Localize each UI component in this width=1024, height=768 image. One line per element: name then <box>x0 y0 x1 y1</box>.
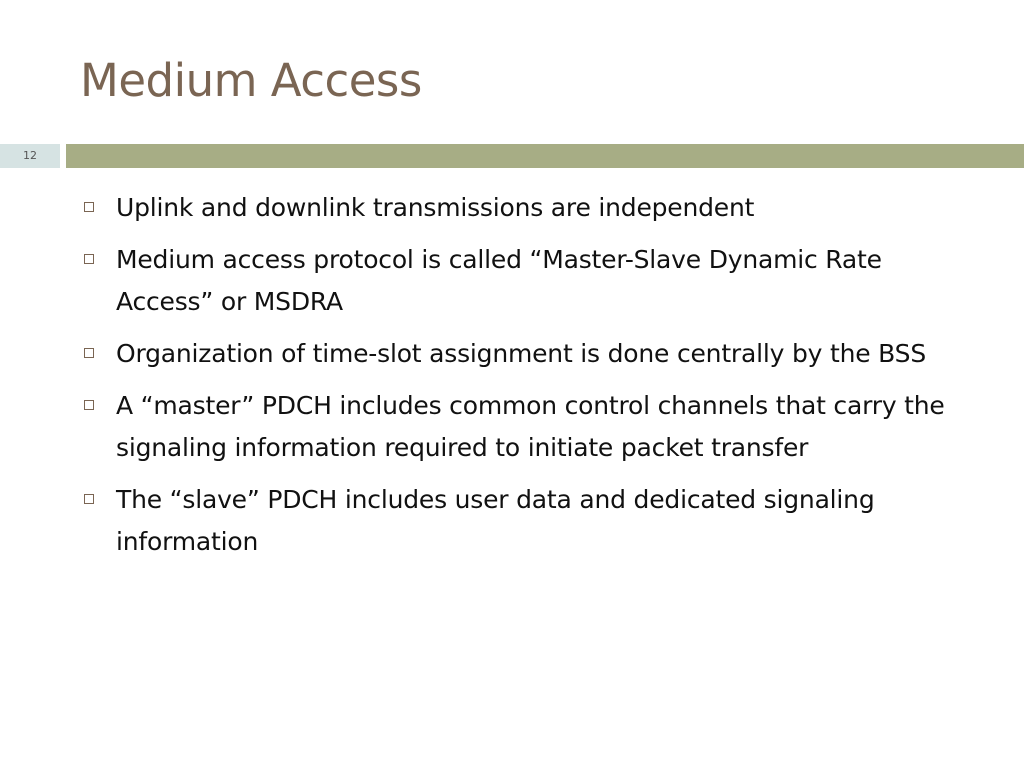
square-bullet-icon <box>84 254 94 264</box>
bullet-text: A “master” PDCH includes common control channels that carry the signaling information required to initiate packet transfer <box>116 391 945 462</box>
bullet-text: Medium access protocol is called “Master-Slave Dynamic Rate Access” or MSDRA <box>116 245 882 316</box>
bullet-item <box>80 385 980 469</box>
square-bullet-icon <box>84 400 94 410</box>
square-bullet-icon <box>84 494 94 504</box>
slide-title: Medium Access <box>80 54 422 107</box>
bullet-item <box>80 333 980 375</box>
bullet-item <box>80 479 980 563</box>
bullet-item <box>80 187 980 229</box>
square-bullet-icon <box>84 202 94 212</box>
bullet-item <box>80 239 980 323</box>
bullet-text: Organization of time-slot assignment is done centrally by the BSS <box>116 339 926 368</box>
bullet-text: The “slave” PDCH includes user data and dedicated signaling information <box>116 485 875 556</box>
square-bullet-icon <box>84 348 94 358</box>
bullet-list <box>80 187 980 573</box>
bullet-text: Uplink and downlink transmissions are independent <box>116 193 755 222</box>
header-band-right <box>66 144 1024 168</box>
slide-number: 12 <box>23 149 37 162</box>
